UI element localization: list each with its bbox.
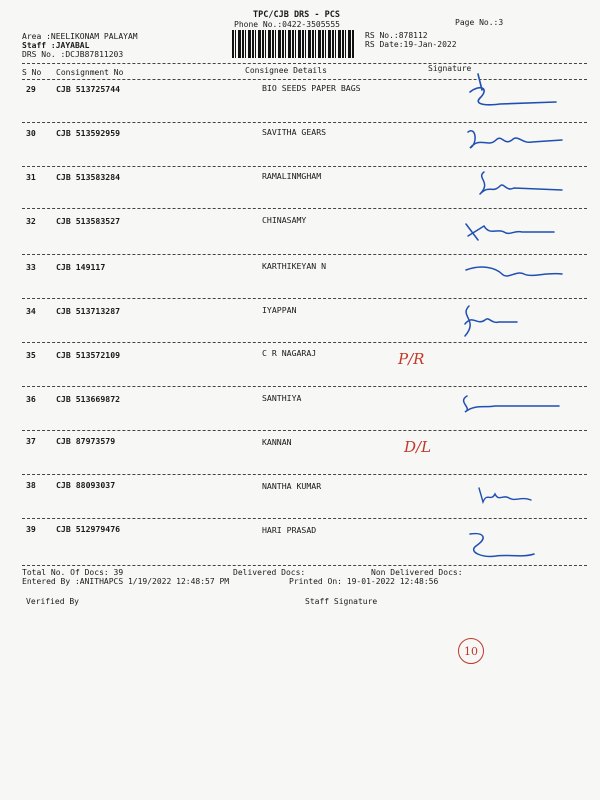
handwritten-signature bbox=[462, 528, 562, 564]
row-consignment: CJB 513583527 bbox=[56, 216, 121, 226]
col-sno: S No bbox=[22, 68, 42, 77]
row-consignment: CJB 513572109 bbox=[56, 350, 121, 360]
col-consignee: Consignee Details bbox=[245, 66, 327, 75]
divider bbox=[22, 63, 587, 64]
handwritten-signature bbox=[475, 482, 535, 510]
row-consignment: CJB 513592959 bbox=[56, 128, 121, 138]
col-signature: Signature bbox=[428, 64, 472, 73]
delivered-docs: Delivered Docs: bbox=[233, 568, 306, 577]
row-divider bbox=[22, 565, 587, 566]
row-consignee: SAVITHA GEARS bbox=[262, 127, 327, 137]
row-consignment: CJB 513583284 bbox=[56, 172, 121, 182]
col-consignment: Consignment No bbox=[56, 68, 124, 77]
staff-signature: Staff Signature bbox=[305, 597, 378, 606]
barcode bbox=[232, 30, 354, 58]
phone-number: Phone No.:0422-3505555 bbox=[234, 20, 340, 29]
row-consignee: KANNAN bbox=[262, 437, 292, 447]
row-consignee: C R NAGARAJ bbox=[262, 348, 317, 358]
document-title: TPC/CJB DRS - PCS bbox=[253, 10, 340, 20]
rs-number: RS No.:878112 bbox=[365, 31, 428, 40]
handwritten-signature bbox=[460, 70, 560, 115]
verified-by: Verified By bbox=[26, 597, 79, 606]
row-sno: 32 bbox=[26, 216, 36, 226]
row-divider bbox=[22, 298, 587, 299]
circled-number-text: 10 bbox=[464, 644, 478, 658]
circled-number bbox=[458, 638, 484, 664]
row-divider bbox=[22, 254, 587, 255]
row-divider bbox=[22, 166, 587, 167]
staff-label: Staff :JAYABAL bbox=[22, 41, 90, 50]
row-sno: 35 bbox=[26, 350, 36, 360]
row-consignment: CJB 513669872 bbox=[56, 394, 121, 404]
row-divider bbox=[22, 342, 587, 343]
row-divider bbox=[22, 518, 587, 519]
handwritten-signature bbox=[462, 122, 567, 162]
row-sno: 30 bbox=[26, 128, 36, 138]
row-consignment: CJB 88093037 bbox=[56, 480, 116, 490]
entered-by: Entered By :ANITHAPCS 1/19/2022 12:48:57 PM bbox=[22, 577, 230, 586]
row-consignee: RAMALINMGHAM bbox=[262, 171, 322, 181]
row-sno: 34 bbox=[26, 306, 36, 316]
remark-dl: D/L bbox=[404, 438, 432, 456]
row-consignee: SANTHIYA bbox=[262, 393, 302, 403]
row-divider bbox=[22, 474, 587, 475]
row-sno: 29 bbox=[26, 84, 36, 94]
handwritten-signature bbox=[462, 260, 567, 294]
row-consignment: CJB 513713287 bbox=[56, 306, 121, 316]
row-consignee: CHINASAMY bbox=[262, 215, 307, 225]
row-sno: 36 bbox=[26, 394, 36, 404]
row-sno: 38 bbox=[26, 480, 36, 490]
row-consignee: IYAPPAN bbox=[262, 305, 297, 315]
page-number: Page No.:3 bbox=[455, 18, 504, 27]
non-delivered-docs: Non Delivered Docs: bbox=[371, 568, 463, 577]
row-consignment: CJB 513725744 bbox=[56, 84, 121, 94]
row-consignment: CJB 512979476 bbox=[56, 524, 121, 534]
row-divider bbox=[22, 208, 587, 209]
row-consignment: CJB 87973579 bbox=[56, 436, 116, 446]
total-docs: Total No. Of Docs: 39 bbox=[22, 568, 124, 577]
row-consignee: BIO SEEDS PAPER BAGS bbox=[262, 83, 361, 93]
handwritten-signature bbox=[470, 168, 570, 204]
row-consignee: KARTHIKEYAN N bbox=[262, 261, 327, 271]
row-sno: 31 bbox=[26, 172, 36, 182]
drs-number: DRS No. :DCJB87811203 bbox=[22, 50, 124, 59]
row-sno: 37 bbox=[26, 436, 36, 446]
area-label: Area :NEELIKONAM PALAYAM bbox=[22, 32, 138, 41]
remark-pr: P/R bbox=[398, 350, 425, 368]
row-divider bbox=[22, 430, 587, 431]
handwritten-signature bbox=[455, 390, 565, 420]
printed-on: Printed On: 19-01-2022 12:48:56 bbox=[289, 577, 439, 586]
row-divider bbox=[22, 386, 587, 387]
row-sno: 39 bbox=[26, 524, 36, 534]
row-consignee: NANTHA KUMAR bbox=[262, 481, 322, 491]
handwritten-signature bbox=[462, 214, 562, 250]
row-sno: 33 bbox=[26, 262, 36, 272]
handwritten-signature bbox=[455, 302, 555, 342]
row-consignment: CJB 149117 bbox=[56, 262, 106, 272]
row-consignee: HARI PRASAD bbox=[262, 525, 317, 535]
rs-date: RS Date:19-Jan-2022 bbox=[365, 40, 457, 49]
